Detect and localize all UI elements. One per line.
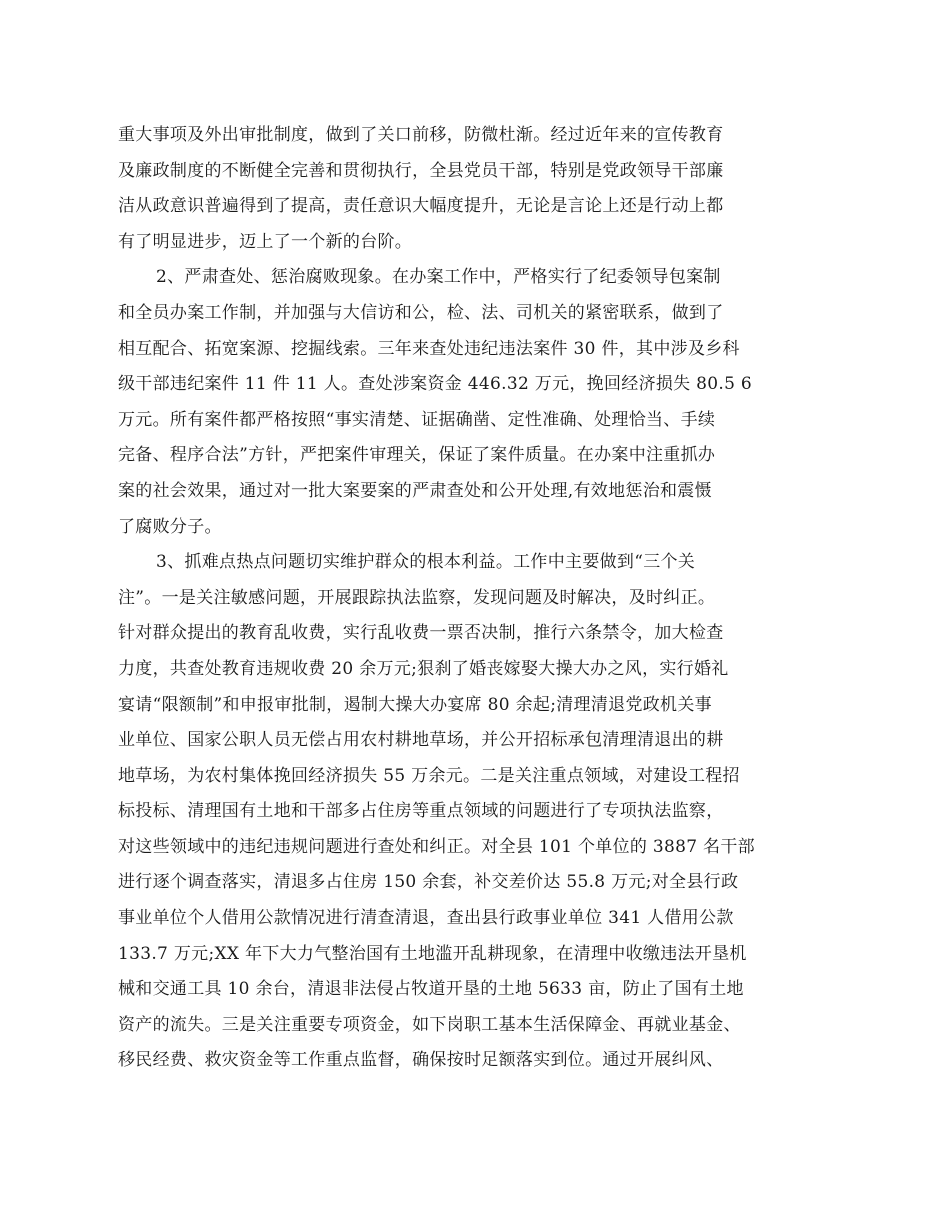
text-line: 力度，共查处教育违规收费 20 余万元;狠刹了婚丧嫁娶大操大办之风，实行婚礼	[118, 658, 729, 679]
text-line: 对这些领域中的违纪违规问题进行查处和纠正。对全县 101 个单位的 3887 名干部	[118, 836, 755, 857]
text-line: 了腐败分子。	[118, 516, 222, 537]
text-line: 相互配合、拓宽案源、挖掘线索。三年来查处违纪违法案件 30 件，其中涉及乡科	[118, 338, 740, 359]
text-line: 洁从政意识普遍得到了提高，责任意识大幅度提升，无论是言论上还是行动上都	[118, 196, 724, 217]
text-line: 和全员办案工作制，并加强与大信访和公，检、法、司机关的紧密联系，做到了	[118, 302, 724, 323]
text-line: 业单位、国家公职人员无偿占用农村耕地草场，并公开招标承包清理清退出的耕	[118, 730, 724, 751]
text-line: 3、抓难点热点问题切实维护群众的根本利益。工作中主要做到“三个关	[156, 552, 696, 573]
text-line: 万元。所有案件都严格按照“事实清楚、证据确凿、定性准确、处理恰当、手续	[118, 409, 716, 430]
text-line: 宴请“限额制”和申报审批制，遏制大操大办宴席 80 余起;清理清退党政机关事	[118, 694, 712, 715]
text-line: 资产的流失。三是关注重要专项资金，如下岗职工基本生活保障金、再就业基金、	[118, 1014, 741, 1035]
text-line: 进行逐个调查落实，清退多占住房 150 余套，补交差价达 55.8 万元;对全县行政	[118, 872, 739, 893]
text-line: 事业单位个人借用公款情况进行清查清退，查出县行政事业单位 341 人借用公款	[118, 908, 734, 929]
text-line: 级干部违纪案件 11 件 11 人。查处涉案资金 446.32 万元，挽回经济损失 80.5 6	[118, 374, 753, 395]
text-line: 移民经费、救灾资金等工作重点监督，确保按时足额落实到位。通过开展纠风、	[118, 1050, 724, 1071]
document-body	[118, 118, 812, 1079]
text-line: 重大事项及外出审批制度，做到了关口前移，防微杜渐。经过近年来的宣传教育	[118, 125, 724, 145]
text-line: 2、严肃查处、惩治腐败现象。在办案工作中，严格实行了纪委领导包案制	[156, 267, 721, 288]
text-line: 注”。一是关注敏感问题，开展跟踪执法监察，发现问题及时解决，及时纠正。	[118, 587, 716, 608]
text-line: 及廉政制度的不断健全完善和贯彻执行，全县党员干部，特别是党政领导干部廉	[118, 160, 724, 181]
text-line: 标投标、清理国有土地和干部多占住房等重点领域的问题进行了专项执法监察，	[118, 801, 724, 822]
text-line: 完备、程序合法”方针，严把案件审理关，保证了案件质量。在办案中注重抓办	[118, 445, 716, 466]
text-line: 地草场，为农村集体挽回经济损失 55 万余元。二是关注重点领域，对建设工程招	[118, 765, 740, 786]
text-line: 133.7 万元;XX 年下大力气整治国有土地滥开乱耕现象，在清理中收缴违法开垦机	[118, 943, 747, 964]
text-line: 针对群众提出的教育乱收费，实行乱收费一票否决制，推行六条禁令，加大检查	[118, 623, 724, 644]
text-line: 案的社会效果，通过对一批大案要案的严肃查处和公开处理,有效地惩治和震慑	[118, 480, 712, 501]
text-line: 有了明显进步，迈上了一个新的台阶。	[118, 231, 413, 252]
text-line: 械和交通工具 10 余台，清退非法侵占牧道开垦的土地 5633 亩，防止了国有土地	[118, 979, 744, 1000]
